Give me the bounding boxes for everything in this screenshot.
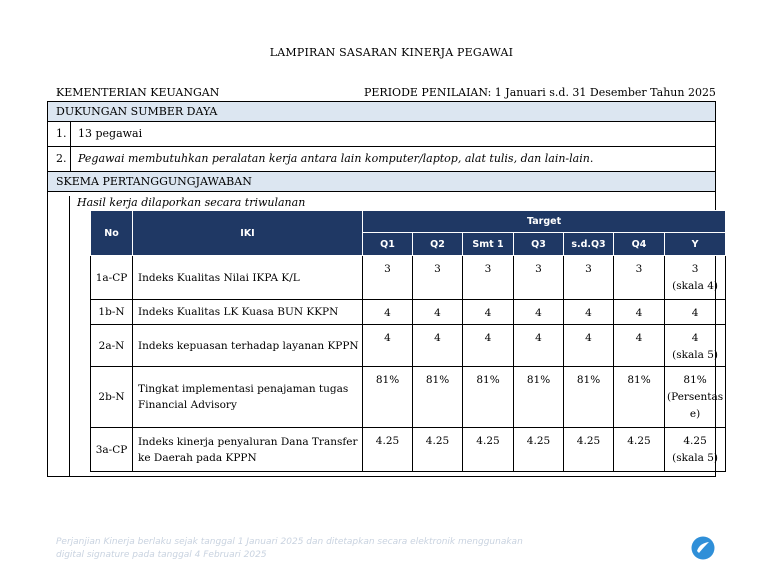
header-smt1: Smt 1 — [463, 233, 514, 256]
value-q3: 4.25 — [514, 428, 564, 472]
value-q4: 81% — [614, 367, 665, 428]
value-smt1: 4 — [463, 300, 514, 325]
value-y — [665, 428, 726, 472]
value-q4: 4 — [614, 325, 665, 367]
table-row — [91, 428, 726, 472]
row-iki: Indeks kinerja penyaluran Dana Transfer ke Daerah pada KPPN — [133, 428, 363, 472]
value-y — [665, 325, 726, 367]
value-smt1: 3 — [463, 256, 514, 300]
value-q3: 3 — [514, 256, 564, 300]
signature-logo-icon — [691, 536, 715, 560]
row-iki: Tingkat implementasi penajaman tugas Financial Advisory — [133, 367, 363, 428]
row-number: 2a-N — [91, 325, 133, 367]
table-row — [91, 325, 726, 367]
header-q3: Q3 — [514, 233, 564, 256]
header-target: Target — [363, 211, 726, 233]
value-q2: 81% — [413, 367, 463, 428]
value-smt1: 4.25 — [463, 428, 514, 472]
row-number: 3a-CP — [91, 428, 133, 472]
section-accountability-header: SKEMA PERTANGGUNGJAWABAN — [48, 172, 715, 192]
value-q1: 4 — [363, 300, 413, 325]
resource-text: 13 pegawai — [78, 127, 143, 140]
row-number: 1a-CP — [91, 256, 133, 300]
value-y-number: 81% — [683, 374, 707, 386]
row-number: 1b-N — [91, 300, 133, 325]
organization-name: KEMENTERIAN KEUANGAN — [56, 86, 220, 99]
header-no: No — [91, 211, 133, 256]
header-q4: Q4 — [614, 233, 665, 256]
value-y-number: 4.25 — [683, 435, 707, 447]
row-iki: Indeks kepuasan terhadap layanan KPPN — [133, 325, 363, 367]
value-q3: 81% — [514, 367, 564, 428]
value-q2: 4 — [413, 325, 463, 367]
value-sdq3: 4.25 — [564, 428, 614, 472]
value-y-number: 4 — [691, 307, 699, 319]
value-sdq3: 3 — [564, 256, 614, 300]
value-y — [665, 367, 726, 428]
value-q2: 4.25 — [413, 428, 463, 472]
value-q4: 4 — [614, 300, 665, 325]
value-q2: 3 — [413, 256, 463, 300]
value-y-note: (skala 5) — [672, 349, 718, 361]
value-q3: 4 — [514, 325, 564, 367]
footer-note — [56, 536, 576, 562]
value-sdq3: 81% — [564, 367, 614, 428]
resource-row-2 — [48, 147, 715, 172]
value-y-note: (skala 5) — [672, 452, 718, 464]
resource-row-1 — [48, 122, 715, 147]
value-q1: 4.25 — [363, 428, 413, 472]
value-q3: 4 — [514, 300, 564, 325]
row-iki: Indeks Kualitas LK Kuasa BUN KKPN — [133, 300, 363, 325]
resource-number: 1. — [48, 122, 71, 146]
value-sdq3: 4 — [564, 325, 614, 367]
accountability-left-rule — [69, 196, 70, 476]
header-y: Y — [665, 233, 726, 256]
value-y — [665, 256, 726, 300]
document-title: LAMPIRAN SASARAN KINERJA PEGAWAI — [269, 46, 514, 59]
accountability-note: Hasil kerja dilaporkan secara triwulanan — [77, 196, 306, 209]
section-resources-header: DUKUNGAN SUMBER DAYA — [48, 102, 715, 122]
value-y — [665, 300, 726, 325]
value-q1: 4 — [363, 325, 413, 367]
value-q4: 3 — [614, 256, 665, 300]
value-q4: 4.25 — [614, 428, 665, 472]
header-q2: Q2 — [413, 233, 463, 256]
value-smt1: 81% — [463, 367, 514, 428]
resource-text: Pegawai membutuhkan peralatan kerja antara lain komputer/laptop, alat tulis, dan lain-lain. — [78, 152, 594, 165]
table-row — [91, 256, 726, 300]
footer-line-1: Perjanjian Kinerja berlaku sejak tanggal 1 Januari 2025 dan ditetapkan secara elektronik menggunakan — [56, 537, 523, 547]
value-q2: 4 — [413, 300, 463, 325]
table-row — [91, 367, 726, 428]
value-sdq3: 4 — [564, 300, 614, 325]
header-q1: Q1 — [363, 233, 413, 256]
value-y-note: (Persentas e) — [667, 391, 724, 420]
value-q1: 81% — [363, 367, 413, 428]
value-y-number: 3 — [691, 263, 699, 275]
table-row — [91, 300, 726, 325]
value-q1: 3 — [363, 256, 413, 300]
target-table — [90, 210, 726, 472]
value-smt1: 4 — [463, 325, 514, 367]
header-sdq3: s.d.Q3 — [564, 233, 614, 256]
footer-line-2: digital signature pada tanggal 4 Februari 2025 — [56, 550, 267, 560]
row-number: 2b-N — [91, 367, 133, 428]
header-iki: IKI — [133, 211, 363, 256]
row-iki: Indeks Kualitas Nilai IKPA K/L — [133, 256, 363, 300]
value-y-number: 4 — [691, 332, 699, 344]
value-y-note: (skala 4) — [672, 280, 718, 292]
resource-number: 2. — [48, 147, 71, 171]
assessment-period: PERIODE PENILAIAN: 1 Januari s.d. 31 Desember Tahun 2025 — [364, 86, 716, 99]
